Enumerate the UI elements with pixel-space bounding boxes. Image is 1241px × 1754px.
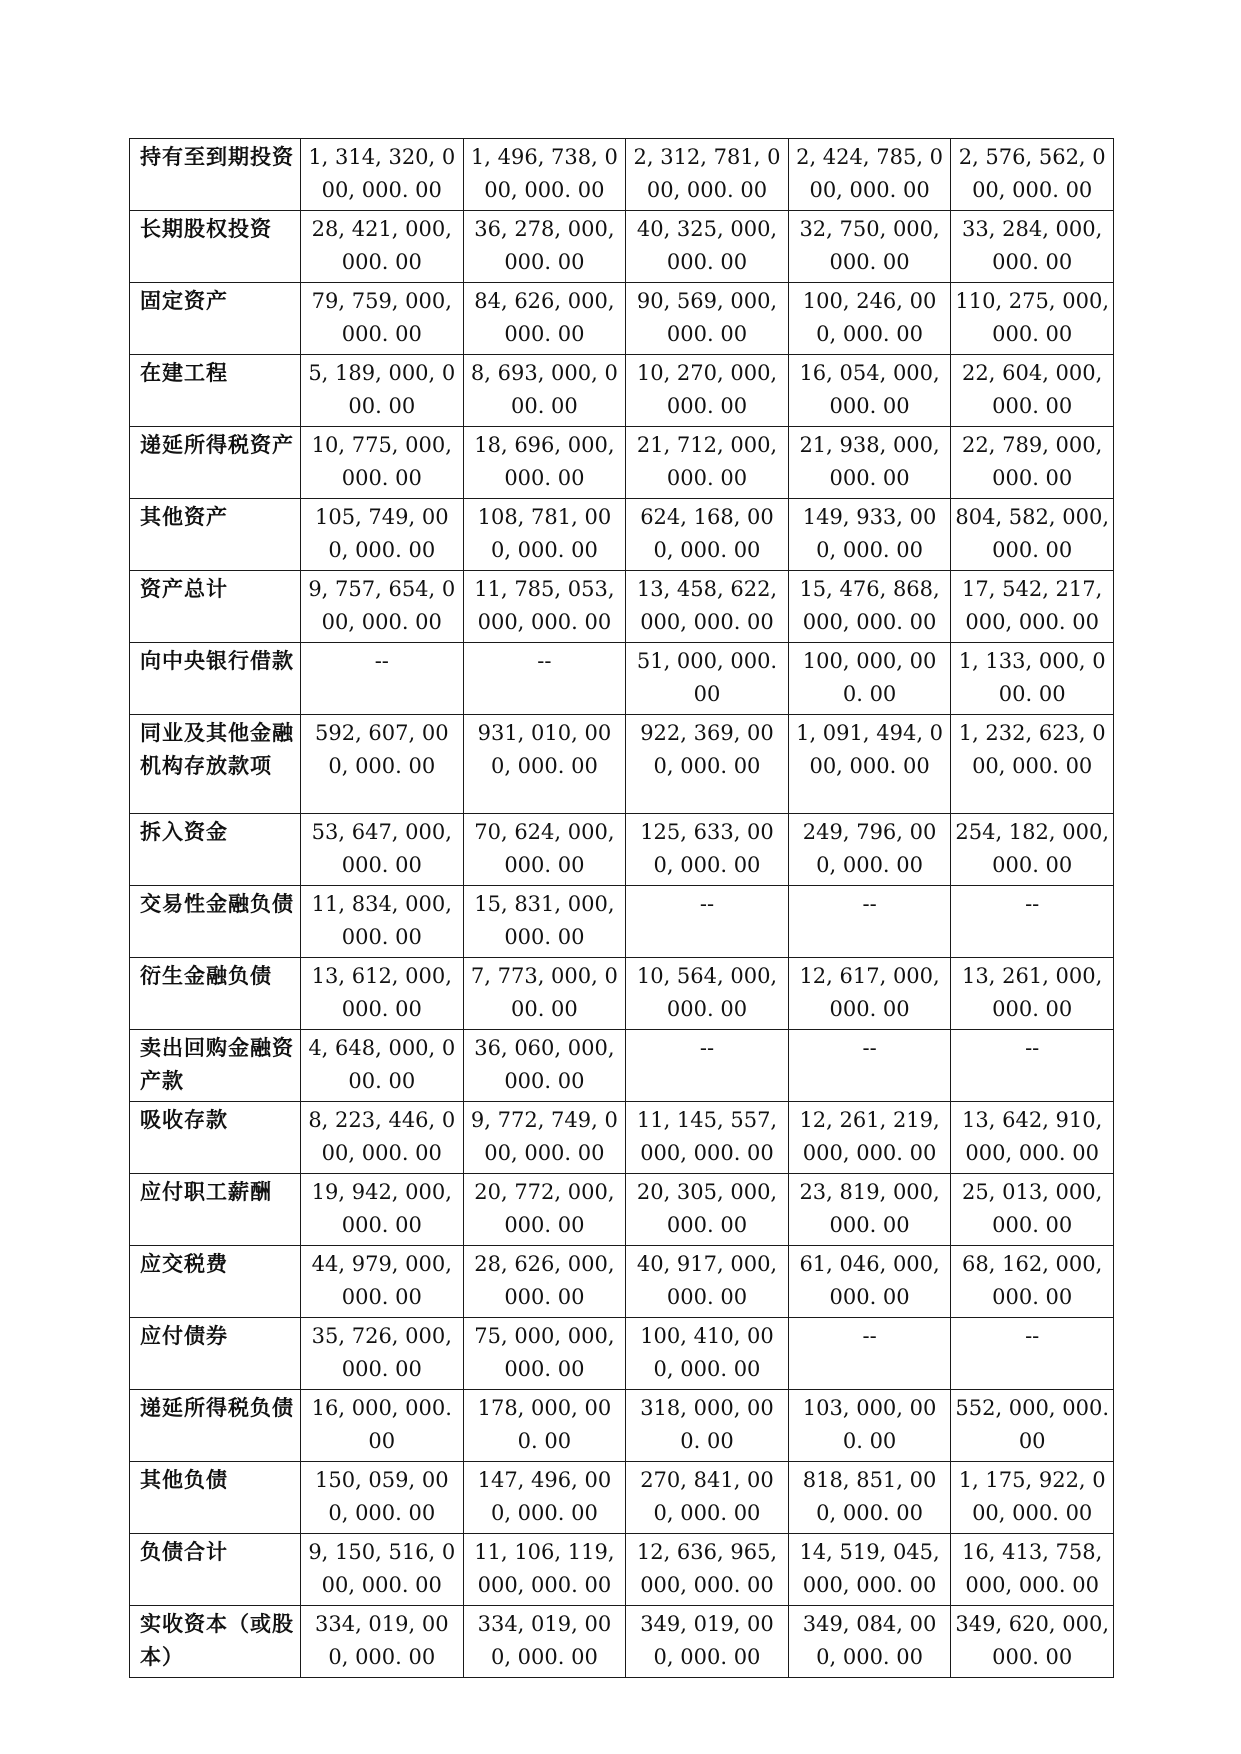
table-row [130, 283, 1114, 355]
row-label: 卖出回购金融资产款 [130, 1030, 301, 1102]
table-cell: 25, 013, 000, 000. 00 [951, 1174, 1114, 1246]
row-label: 其他资产 [130, 499, 301, 571]
table-cell: 1, 314, 320, 000, 000. 00 [301, 139, 464, 211]
table-cell: 5, 189, 000, 000. 00 [301, 355, 464, 427]
table-cell: 349, 084, 000, 000. 00 [788, 1606, 951, 1678]
table-cell: -- [788, 1318, 951, 1390]
table-row [130, 1030, 1114, 1102]
table-cell: 349, 620, 000, 000. 00 [951, 1606, 1114, 1678]
table-cell: 16, 413, 758, 000, 000. 00 [951, 1534, 1114, 1606]
table-row [130, 427, 1114, 499]
table-cell: -- [951, 886, 1114, 958]
table-cell: 13, 261, 000, 000. 00 [951, 958, 1114, 1030]
table-row [130, 1534, 1114, 1606]
table-cell: 12, 636, 965, 000, 000. 00 [626, 1534, 789, 1606]
table-cell: 12, 617, 000, 000. 00 [788, 958, 951, 1030]
table-cell: 254, 182, 000, 000. 00 [951, 814, 1114, 886]
table-row [130, 139, 1114, 211]
table-cell: 103, 000, 000. 00 [788, 1390, 951, 1462]
table-cell: 36, 060, 000, 000. 00 [463, 1030, 626, 1102]
table-cell: 23, 819, 000, 000. 00 [788, 1174, 951, 1246]
table-cell: 2, 576, 562, 000, 000. 00 [951, 139, 1114, 211]
table-cell: 334, 019, 000, 000. 00 [301, 1606, 464, 1678]
table-row [130, 958, 1114, 1030]
table-cell: 1, 175, 922, 000, 000. 00 [951, 1462, 1114, 1534]
table-cell: 68, 162, 000, 000. 00 [951, 1246, 1114, 1318]
row-label: 交易性金融负债 [130, 886, 301, 958]
table-cell: 28, 626, 000, 000. 00 [463, 1246, 626, 1318]
table-cell: 40, 917, 000, 000. 00 [626, 1246, 789, 1318]
table-cell: 84, 626, 000, 000. 00 [463, 283, 626, 355]
table-cell: 110, 275, 000, 000. 00 [951, 283, 1114, 355]
row-label: 吸收存款 [130, 1102, 301, 1174]
table-cell: 249, 796, 000, 000. 00 [788, 814, 951, 886]
table-cell: 11, 785, 053, 000, 000. 00 [463, 571, 626, 643]
row-label: 应付债券 [130, 1318, 301, 1390]
table-cell: 20, 305, 000, 000. 00 [626, 1174, 789, 1246]
table-cell: 13, 612, 000, 000. 00 [301, 958, 464, 1030]
table-cell: 552, 000, 000. 00 [951, 1390, 1114, 1462]
table-row [130, 1606, 1114, 1678]
table-cell: 22, 604, 000, 000. 00 [951, 355, 1114, 427]
table-cell: -- [788, 886, 951, 958]
table-cell: 270, 841, 000, 000. 00 [626, 1462, 789, 1534]
table-cell: 15, 476, 868, 000, 000. 00 [788, 571, 951, 643]
table-cell: 44, 979, 000, 000. 00 [301, 1246, 464, 1318]
table-cell: 10, 270, 000, 000. 00 [626, 355, 789, 427]
table-row [130, 886, 1114, 958]
table-cell: 11, 834, 000, 000. 00 [301, 886, 464, 958]
table-row [130, 1318, 1114, 1390]
table-cell: 818, 851, 000, 000. 00 [788, 1462, 951, 1534]
row-label: 其他负债 [130, 1462, 301, 1534]
table-cell: 105, 749, 000, 000. 00 [301, 499, 464, 571]
table-row [130, 643, 1114, 715]
table-cell: -- [951, 1318, 1114, 1390]
table-cell: 61, 046, 000, 000. 00 [788, 1246, 951, 1318]
row-label: 在建工程 [130, 355, 301, 427]
row-label: 拆入资金 [130, 814, 301, 886]
table-cell: 8, 223, 446, 000, 000. 00 [301, 1102, 464, 1174]
table-row [130, 1246, 1114, 1318]
table-cell: 12, 261, 219, 000, 000. 00 [788, 1102, 951, 1174]
row-label: 长期股权投资 [130, 211, 301, 283]
table-cell: 19, 942, 000, 000. 00 [301, 1174, 464, 1246]
table-cell: 149, 933, 000, 000. 00 [788, 499, 951, 571]
table-cell: 7, 773, 000, 000. 00 [463, 958, 626, 1030]
table-cell: 13, 458, 622, 000, 000. 00 [626, 571, 789, 643]
table-cell: 8, 693, 000, 000. 00 [463, 355, 626, 427]
table-cell: -- [626, 886, 789, 958]
table-row [130, 715, 1114, 814]
table-cell: 51, 000, 000. 00 [626, 643, 789, 715]
row-label: 负债合计 [130, 1534, 301, 1606]
table-cell: 2, 424, 785, 000, 000. 00 [788, 139, 951, 211]
row-label: 递延所得税资产 [130, 427, 301, 499]
table-cell: 17, 542, 217, 000, 000. 00 [951, 571, 1114, 643]
table-cell: -- [951, 1030, 1114, 1102]
table-cell: 21, 712, 000, 000. 00 [626, 427, 789, 499]
table-cell: 14, 519, 045, 000, 000. 00 [788, 1534, 951, 1606]
table-row [130, 814, 1114, 886]
table-cell: 1, 496, 738, 000, 000. 00 [463, 139, 626, 211]
table-cell: 20, 772, 000, 000. 00 [463, 1174, 626, 1246]
table-cell: 11, 106, 119, 000, 000. 00 [463, 1534, 626, 1606]
table-row [130, 1174, 1114, 1246]
table-cell: 9, 757, 654, 000, 000. 00 [301, 571, 464, 643]
table-row [130, 1102, 1114, 1174]
table-cell: 147, 496, 000, 000. 00 [463, 1462, 626, 1534]
table-cell: 318, 000, 000. 00 [626, 1390, 789, 1462]
table-row [130, 571, 1114, 643]
table-cell: 35, 726, 000, 000. 00 [301, 1318, 464, 1390]
table-cell: 21, 938, 000, 000. 00 [788, 427, 951, 499]
table-cell: 53, 647, 000, 000. 00 [301, 814, 464, 886]
table-cell: 75, 000, 000, 000. 00 [463, 1318, 626, 1390]
table-cell: -- [626, 1030, 789, 1102]
table-cell: 4, 648, 000, 000. 00 [301, 1030, 464, 1102]
table-cell: 13, 642, 910, 000, 000. 00 [951, 1102, 1114, 1174]
table-cell: 28, 421, 000, 000. 00 [301, 211, 464, 283]
table-cell: 10, 775, 000, 000. 00 [301, 427, 464, 499]
table-row [130, 499, 1114, 571]
table-row [130, 1390, 1114, 1462]
row-label: 资产总计 [130, 571, 301, 643]
table-cell: 79, 759, 000, 000. 00 [301, 283, 464, 355]
table-cell: 18, 696, 000, 000. 00 [463, 427, 626, 499]
table-cell: 100, 000, 000. 00 [788, 643, 951, 715]
table-cell: 592, 607, 000, 000. 00 [301, 715, 464, 814]
table-row [130, 211, 1114, 283]
table-row [130, 355, 1114, 427]
row-label: 递延所得税负债 [130, 1390, 301, 1462]
table-cell: 16, 054, 000, 000. 00 [788, 355, 951, 427]
table-cell: -- [788, 1030, 951, 1102]
table-cell: 70, 624, 000, 000. 00 [463, 814, 626, 886]
row-label: 衍生金融负债 [130, 958, 301, 1030]
table-cell: 1, 133, 000, 000. 00 [951, 643, 1114, 715]
table-cell: 624, 168, 000, 000. 00 [626, 499, 789, 571]
table-cell: 32, 750, 000, 000. 00 [788, 211, 951, 283]
row-label: 固定资产 [130, 283, 301, 355]
table-cell: 100, 246, 000, 000. 00 [788, 283, 951, 355]
table-cell: 33, 284, 000, 000. 00 [951, 211, 1114, 283]
table-cell: 150, 059, 000, 000. 00 [301, 1462, 464, 1534]
table-cell: -- [463, 643, 626, 715]
table-cell: 9, 150, 516, 000, 000. 00 [301, 1534, 464, 1606]
table-cell: 2, 312, 781, 000, 000. 00 [626, 139, 789, 211]
row-label: 持有至到期投资 [130, 139, 301, 211]
table-cell: 804, 582, 000, 000. 00 [951, 499, 1114, 571]
table-cell: 922, 369, 000, 000. 00 [626, 715, 789, 814]
table-cell: 1, 091, 494, 000, 000. 00 [788, 715, 951, 814]
table-cell: 108, 781, 000, 000. 00 [463, 499, 626, 571]
row-label: 应付职工薪酬 [130, 1174, 301, 1246]
table-cell: 100, 410, 000, 000. 00 [626, 1318, 789, 1390]
table-cell: 11, 145, 557, 000, 000. 00 [626, 1102, 789, 1174]
table-cell: 931, 010, 000, 000. 00 [463, 715, 626, 814]
row-label: 实收资本（或股本） [130, 1606, 301, 1678]
financial-data-table [129, 138, 1114, 1678]
table-row [130, 1462, 1114, 1534]
table-cell: 15, 831, 000, 000. 00 [463, 886, 626, 958]
table-cell: 125, 633, 000, 000. 00 [626, 814, 789, 886]
table-cell: 9, 772, 749, 000, 000. 00 [463, 1102, 626, 1174]
row-label: 向中央银行借款 [130, 643, 301, 715]
table-cell: 1, 232, 623, 000, 000. 00 [951, 715, 1114, 814]
table-cell: 36, 278, 000, 000. 00 [463, 211, 626, 283]
table-cell: 90, 569, 000, 000. 00 [626, 283, 789, 355]
table-cell: 349, 019, 000, 000. 00 [626, 1606, 789, 1678]
table-cell: -- [301, 643, 464, 715]
row-label: 同业及其他金融机构存放款项 [130, 715, 301, 814]
table-cell: 10, 564, 000, 000. 00 [626, 958, 789, 1030]
row-label: 应交税费 [130, 1246, 301, 1318]
table-cell: 178, 000, 000. 00 [463, 1390, 626, 1462]
table-cell: 334, 019, 000, 000. 00 [463, 1606, 626, 1678]
table-cell: 40, 325, 000, 000. 00 [626, 211, 789, 283]
table-cell: 16, 000, 000. 00 [301, 1390, 464, 1462]
table-cell: 22, 789, 000, 000. 00 [951, 427, 1114, 499]
